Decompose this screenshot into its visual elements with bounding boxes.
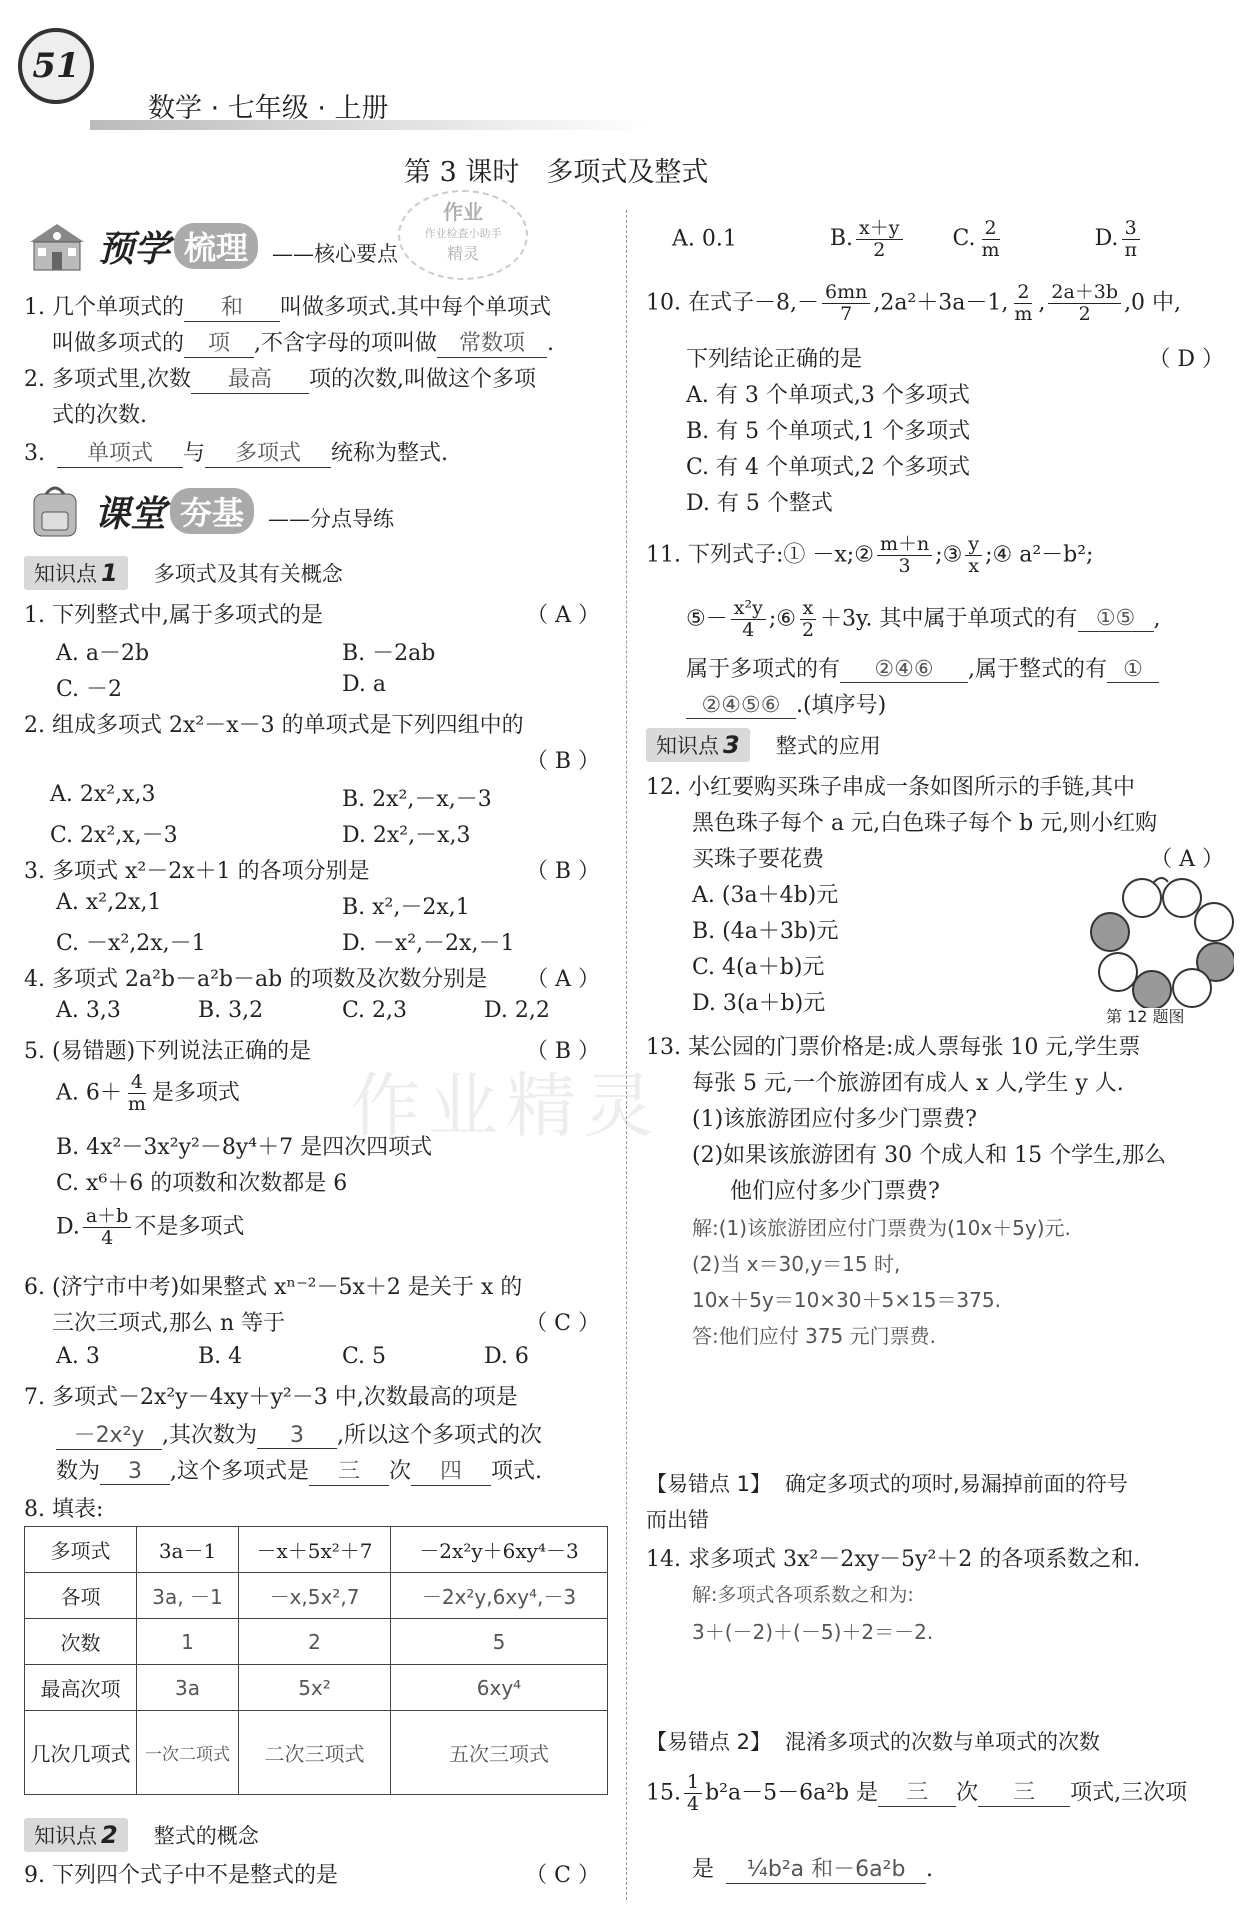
q11-line4 — [686, 688, 886, 719]
preview-q3 — [24, 436, 448, 468]
answer: （ C ） — [525, 1863, 600, 1888]
denominator: m — [1014, 302, 1033, 325]
kp-tag-label: 知识点 — [656, 734, 719, 758]
stamp-mid: 作业检查小助手 — [424, 227, 502, 240]
text: D. — [56, 1214, 80, 1240]
answer-blank: 多项式 — [205, 436, 331, 468]
q12-option-d: D. 3(a＋b)元 — [692, 991, 826, 1016]
text: ,所以这个多项式的次 — [337, 1423, 542, 1448]
q2-option-d: D. 2x²,－x,3 — [342, 823, 471, 848]
q9-option-a: A. 0.1 — [672, 226, 737, 252]
q1-option-c: C. －2 — [56, 677, 123, 702]
q12-option-a: A. (3a＋4b)元 — [692, 883, 839, 908]
fraction — [1121, 218, 1140, 261]
q13-solution-2: (2)当 x＝30,y＝15 时, — [692, 1252, 901, 1276]
text: 叫做多项式.其中每个单项式 — [279, 295, 551, 320]
stamp-bottom: 精灵 — [446, 244, 479, 263]
denominator: 4 — [687, 1792, 700, 1815]
q14-solution-1: 解:多项式各项系数之和为: — [692, 1584, 914, 1606]
numerator: 4 — [128, 1072, 146, 1094]
q4-option-b: B. 3,2 — [198, 998, 264, 1023]
q11-line3 — [686, 652, 1159, 683]
school-icon — [24, 218, 90, 274]
answer-blank: ① — [1107, 657, 1159, 683]
bracelet-figure — [1090, 874, 1234, 1008]
kp-number: 1 — [101, 559, 118, 587]
numerator: x＋y — [856, 218, 902, 240]
text: B. — [829, 226, 854, 252]
q13-stem1: 13. 某公园的门票价格是:成人票每张 10 元,学生票 — [646, 1035, 1141, 1060]
q10-option-c: C. 有 4 个单项式,2 个多项式 — [686, 455, 971, 480]
text: .(填序号) — [796, 693, 887, 718]
text: 下列结论正确的是 — [686, 347, 863, 372]
table-cell: 2 — [239, 1619, 391, 1665]
q13-sub2b: 他们应付多少门票费? — [730, 1179, 940, 1204]
q5-option-a — [56, 1072, 240, 1115]
preview-q2-line1 — [24, 362, 536, 394]
answer-blank: 三 — [978, 1775, 1070, 1807]
table-cell: －2x²y,6xy⁴,－3 — [391, 1573, 608, 1619]
watermark: 作业精灵 — [350, 1065, 662, 1147]
numerator: x²y — [731, 598, 766, 620]
kp-tag — [24, 1818, 128, 1852]
text: ;③ — [935, 542, 963, 568]
q13-sub1: (1)该旅游团应付多少门票费? — [692, 1107, 977, 1132]
q6-option-c: C. 5 — [342, 1344, 387, 1369]
kp-title: 多项式及其有关概念 — [153, 562, 343, 586]
q10-option-b: B. 有 5 个单项式,1 个多项式 — [686, 419, 971, 444]
q12-stem1: 12. 小红要购买珠子串成一条如图所示的手链,其中 — [646, 775, 1135, 800]
kp-number: 3 — [723, 731, 740, 759]
fraction — [684, 1772, 702, 1815]
denominator: 2 — [801, 618, 815, 641]
answer-blank: ②④⑤⑥ — [686, 693, 796, 719]
table-row — [25, 1665, 608, 1711]
table-cell: 5x² — [239, 1665, 391, 1711]
q10-stem1 — [646, 282, 1181, 325]
q9-option-d — [1094, 217, 1143, 261]
denominator: 4 — [742, 618, 755, 641]
table-row — [25, 1573, 608, 1619]
q7-line3 — [56, 1454, 542, 1486]
text: 次 — [389, 1459, 412, 1484]
denominator: π — [1124, 238, 1137, 261]
fraction — [125, 1072, 149, 1115]
section-preview-subtitle: ——核心要点 — [272, 242, 399, 266]
answer: （ D ） — [1148, 347, 1224, 372]
q6-stem2 — [52, 1306, 608, 1337]
fraction — [1011, 282, 1035, 325]
numerator: 3 — [1122, 218, 1140, 240]
text: 是多项式 — [151, 1080, 240, 1106]
answer-blank: ①⑤ — [1078, 606, 1154, 632]
q2-option-a: A. 2x²,x,3 — [50, 782, 156, 807]
q12-stem3 — [692, 842, 1232, 873]
backpack-icon — [24, 482, 86, 540]
numerator: 6mn — [822, 282, 870, 304]
text: 确定多项式的项时,易漏掉前面的符号 — [785, 1472, 1128, 1496]
q6-option-a: A. 3 — [56, 1344, 100, 1369]
table-cell: 6xy⁴ — [391, 1665, 608, 1711]
text: 不是多项式 — [134, 1214, 245, 1240]
text: 11. 下列式子:① －x;② — [646, 542, 874, 568]
q3-option-a: A. x²,2x,1 — [56, 890, 162, 915]
fraction — [731, 598, 766, 641]
q12-option-c: C. 4(a＋b)元 — [692, 955, 825, 980]
answer-blank: 四 — [411, 1454, 491, 1486]
answer-blank: －2x²y — [56, 1418, 162, 1450]
answer: （ A ） — [526, 603, 600, 628]
q14-stem: 14. 求多项式 3x²－2xy－5y²＋2 的各项系数之和. — [646, 1547, 1141, 1572]
table-cell: 1 — [137, 1619, 239, 1665]
table-cell: 一次二项式 — [137, 1711, 239, 1795]
stamp-top: 作业 — [443, 200, 483, 224]
clasp — [1154, 878, 1168, 882]
q9-stem — [24, 1858, 608, 1889]
text: 是 — [692, 1857, 715, 1882]
numerator: a＋b — [83, 1206, 132, 1228]
fraction — [965, 534, 982, 577]
kp-number: 2 — [101, 1821, 118, 1849]
white-bead — [1099, 953, 1137, 991]
text: 叫做多项式的 — [52, 331, 185, 356]
preview-q2-line2: 式的次数. — [52, 403, 147, 428]
denominator: 3 — [898, 554, 911, 577]
q4-option-d: D. 2,2 — [484, 998, 550, 1023]
section-preview-title-a: 预学 — [98, 228, 171, 270]
table-row — [25, 1619, 608, 1665]
table-cell: 3a, －1 — [137, 1573, 239, 1619]
section-preview-header — [24, 218, 398, 274]
denominator: 4 — [101, 1226, 114, 1249]
row-header: 多项式 — [25, 1527, 137, 1573]
q6-stem1: 6. (济宁市中考)如果整式 xⁿ⁻²－5x＋2 是关于 x 的 — [24, 1275, 523, 1300]
q10-option-a: A. 有 3 个单项式,3 个多项式 — [686, 383, 970, 408]
text: 统称为整式. — [331, 441, 449, 466]
q13-solution-3: 10x＋5y＝10×30＋5×15＝375. — [692, 1288, 1001, 1312]
q15-stem — [646, 1772, 1187, 1815]
kp-tag — [646, 728, 750, 762]
section-preview-title-b: 梳理 — [174, 223, 258, 269]
text: 1. 下列整式中,属于多项式的是 — [24, 603, 323, 628]
text: 3. 多项式 x²－2x＋1 的各项分别是 — [24, 859, 370, 884]
table-cell: 3a－1 — [137, 1527, 239, 1573]
answer: （ A ） — [1150, 847, 1224, 872]
answer: （ B ） — [525, 1039, 600, 1064]
q7-line2 — [56, 1418, 542, 1450]
text: ,其次数为 — [162, 1423, 257, 1448]
table-cell: 五次三项式 — [391, 1711, 608, 1795]
text: ,属于整式的有 — [968, 657, 1108, 682]
error-label: 【易错点 1】 — [646, 1472, 772, 1496]
text: ;④ a²－b²; — [985, 542, 1094, 568]
kp-tag — [24, 556, 128, 590]
error-label: 【易错点 2】 — [646, 1730, 772, 1754]
q8-stem: 8. 填表: — [24, 1497, 104, 1522]
q5-option-c: C. x⁶＋6 的项数和次数都是 6 — [56, 1171, 348, 1196]
denominator: m — [127, 1092, 146, 1115]
text: ,这个多项式是 — [170, 1459, 310, 1484]
error-point-1 — [646, 1468, 1128, 1498]
numerator: 1 — [684, 1772, 702, 1794]
q9-option-c — [952, 217, 1006, 261]
text: ,0 中, — [1124, 290, 1182, 316]
q3-stem — [24, 854, 608, 885]
answer-blank: 和 — [184, 290, 280, 322]
q2-option-c: C. 2x²,x,－3 — [50, 823, 178, 848]
q9-option-b — [829, 217, 906, 261]
section-class-header — [24, 482, 394, 540]
section-class-title-a: 课堂 — [94, 493, 167, 535]
q4-stem — [24, 962, 608, 993]
white-bead — [1123, 879, 1161, 917]
text: 三次三项式,那么 n 等于 — [52, 1311, 286, 1336]
q1-stem — [24, 598, 608, 629]
answer: （ C ） — [525, 1311, 600, 1336]
table-cell: 3a — [137, 1665, 239, 1711]
text: ＋3y. 其中属于单项式的有 — [820, 606, 1078, 632]
preview-q1-line2 — [52, 326, 554, 358]
fraction — [877, 534, 932, 577]
kp-tag-label: 知识点 — [34, 562, 97, 586]
text: 5. (易错题)下列说法正确的是 — [24, 1039, 312, 1064]
text: 15. — [646, 1780, 681, 1806]
table-cell: 二次三项式 — [239, 1711, 391, 1795]
text: 10. 在式子－8,－ — [646, 290, 819, 316]
q4-option-c: C. 2,3 — [342, 998, 408, 1023]
row-header: 最高次项 — [25, 1665, 137, 1711]
text: 2. 多项式里,次数 — [24, 367, 191, 392]
q2-stem: 2. 组成多项式 2x²－x－3 的单项式是下列四组中的 — [24, 713, 524, 738]
denominator: 2 — [873, 238, 886, 261]
kp-title: 整式的概念 — [153, 1824, 259, 1848]
white-bead — [1173, 969, 1211, 1007]
knowledge-point-2 — [24, 1818, 259, 1852]
q3-option-b: B. x²,－2x,1 — [342, 895, 470, 920]
row-header: 各项 — [25, 1573, 137, 1619]
table-cell: 5 — [391, 1619, 608, 1665]
kp-tag-label: 知识点 — [34, 1824, 97, 1848]
text: , — [1153, 606, 1161, 632]
text: 数为 — [56, 1459, 101, 1484]
q12-option-b: B. (4a＋3b)元 — [692, 919, 839, 944]
fraction — [856, 218, 902, 261]
text: . — [547, 331, 555, 356]
text: A. 6＋ — [56, 1080, 122, 1106]
text: 与 — [183, 441, 206, 466]
fraction — [979, 218, 1003, 261]
answer-blank: 三 — [878, 1775, 956, 1807]
error-point-1-cont: 而出错 — [646, 1508, 709, 1532]
text: 3. — [24, 441, 45, 466]
preview-q1-line1 — [24, 290, 551, 322]
table-cell: －2x²y＋6xy⁴－3 — [391, 1527, 608, 1573]
text: ⑤－ — [686, 606, 728, 632]
numerator: x — [800, 598, 817, 620]
answer-blank: ②④⑥ — [840, 657, 968, 683]
table-cell: －x,5x²,7 — [239, 1573, 391, 1619]
answer: （ A ） — [526, 967, 600, 992]
q5-option-d — [56, 1206, 244, 1249]
text: 属于多项式的有 — [686, 657, 841, 682]
text: 买珠子要花费 — [692, 847, 825, 872]
fraction — [799, 598, 817, 641]
answer-blank: 最高 — [191, 362, 309, 394]
numerator: m＋n — [877, 534, 932, 556]
q1-option-b: B. －2ab — [342, 641, 436, 666]
answer-blank: 单项式 — [57, 436, 183, 468]
q1-option-d: D. a — [342, 672, 386, 697]
numerator: 2a＋3b — [1048, 282, 1121, 304]
numerator: y — [965, 534, 982, 556]
denominator: 2 — [1078, 302, 1091, 325]
knowledge-point-3 — [646, 728, 881, 762]
denominator: x — [968, 554, 980, 577]
fraction — [1048, 282, 1121, 325]
q4-option-a: A. 3,3 — [56, 998, 121, 1023]
q1-option-a: A. a－2b — [56, 641, 150, 666]
q9-options — [672, 218, 1143, 261]
answer-blank: 常数项 — [437, 326, 547, 358]
q15-line2 — [692, 1852, 933, 1884]
page-number-badge — [18, 28, 94, 104]
q11-stem1 — [646, 534, 1093, 577]
q13-solution-1: 解:(1)该旅游团应付门票费为(10x＋5y)元. — [692, 1216, 1071, 1240]
stamp — [398, 190, 528, 280]
answer-blank: 三 — [309, 1454, 389, 1486]
black-bead — [1091, 913, 1129, 951]
text: 混淆多项式的次数与单项式的次数 — [785, 1730, 1101, 1754]
fraction — [83, 1206, 132, 1249]
q8-table — [24, 1526, 608, 1795]
table-cell: －x＋5x²＋7 — [239, 1527, 391, 1573]
q2-option-b: B. 2x²,－x,－3 — [342, 787, 492, 812]
q13-sub2a: (2)如果该旅游团有 30 个成人和 15 个学生,那么 — [692, 1143, 1167, 1168]
text: D. — [1094, 226, 1119, 252]
white-bead — [1195, 903, 1233, 941]
text: 项的次数,叫做这个多项 — [308, 367, 536, 392]
q3-option-c: C. －x²,2x,－1 — [56, 931, 206, 956]
knowledge-point-1 — [24, 556, 343, 590]
q11-line2 — [686, 598, 1161, 641]
q14-solution-2: 3＋(－2)＋(－5)＋2＝－2. — [692, 1620, 934, 1644]
text: 项式,三次项 — [1070, 1780, 1188, 1806]
q6-option-b: B. 4 — [198, 1344, 243, 1369]
text: 4. 多项式 2a²b－a²b－ab 的项数及次数分别是 — [24, 967, 488, 992]
answer-blank: 3 — [100, 1459, 170, 1485]
book-title: 数学 · 七年级 · 上册 — [148, 93, 389, 124]
table-row — [25, 1527, 608, 1573]
text: ,不含字母的项叫做 — [254, 331, 438, 356]
answer-blank: 项 — [184, 326, 254, 358]
black-bead — [1133, 971, 1171, 1008]
text: . — [926, 1857, 934, 1882]
numerator: 2 — [982, 218, 1000, 240]
q3-option-d: D. －x²,－2x,－1 — [342, 931, 515, 956]
page-number: 51 — [32, 46, 80, 86]
text: C. — [952, 226, 976, 252]
section-class-title-b: 夯基 — [170, 488, 254, 534]
table-row — [25, 1711, 608, 1795]
text: 项式. — [491, 1459, 543, 1484]
q10-stem2 — [686, 342, 1232, 373]
answer: （ B ） — [525, 749, 600, 774]
q12-stem2: 黑色珠子每个 a 元,白色珠子每个 b 元,则小红购 — [692, 811, 1158, 836]
q5-option-b: B. 4x²－3x²y²－8y⁴＋7 是四次四项式 — [56, 1135, 433, 1160]
text: b²a－5－6a²b 是 — [705, 1780, 879, 1806]
text: 次 — [956, 1780, 979, 1806]
q6-option-d: D. 6 — [484, 1344, 529, 1369]
q10-option-d: D. 有 5 个整式 — [686, 491, 833, 516]
text: ,2a²＋3a－1, — [873, 290, 1009, 316]
numerator: 2 — [1014, 282, 1032, 304]
text: , — [1038, 290, 1046, 316]
figure-caption: 第 12 题图 — [1106, 1007, 1185, 1026]
answer-blank: ¼b²a 和－6a²b — [726, 1852, 926, 1884]
answer-blank: 3 — [257, 1423, 337, 1449]
fraction — [822, 282, 870, 325]
text: 1. 几个单项式的 — [24, 295, 184, 320]
answer: （ B ） — [525, 859, 600, 884]
lesson-title: 第 3 课时 多项式及整式 — [404, 157, 709, 188]
section-class-subtitle: ——分点导练 — [268, 507, 395, 531]
q13-stem2: 每张 5 元,一个旅游团有成人 x 人,学生 y 人. — [692, 1071, 1124, 1096]
row-header: 几次几项式 — [25, 1711, 137, 1795]
row-header: 次数 — [25, 1619, 137, 1665]
text: 9. 下列四个式子中不是整式的是 — [24, 1863, 338, 1888]
white-bead — [1163, 879, 1201, 917]
denominator: m — [981, 238, 1000, 261]
q7-stem1: 7. 多项式－2x²y－4xy＋y²－3 中,次数最高的项是 — [24, 1385, 518, 1410]
error-point-2 — [646, 1726, 1100, 1756]
text: ;⑥ — [768, 606, 796, 632]
q13-solution-4: 答:他们应付 375 元门票费. — [692, 1324, 936, 1348]
denominator: 7 — [840, 302, 853, 325]
kp-title: 整式的应用 — [775, 734, 881, 758]
